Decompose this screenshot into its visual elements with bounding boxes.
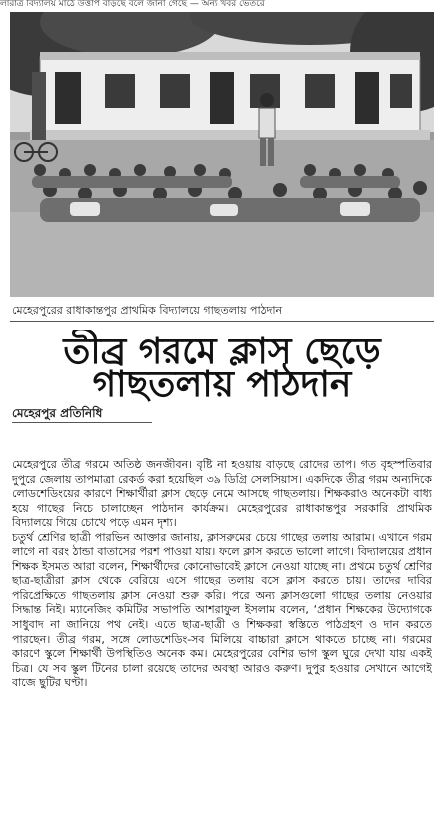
- schoolyard-photo-image: [10, 12, 434, 297]
- article-paragraph: মেহেরপুরে তীব্র গরমে অতিষ্ঠ জনজীবন। বৃষ্টি না হওয়ায় বাড়ছে রোদের তাপ। গত বৃহস্পতিবার দুপুরে জেলায় তাপমাত্রা রেকর্ড করা হয়েছিল ৩৯ ডিগ্রি সেলসিয়াস। একদিকে তীব্র গরম অন্যদিকে লোডশেডিংয়ের কারণে শিক্ষার্থীরা ক্লাস ছেড়ে নেমে আসছে গাছতলায়। শিক্ষকরাও অনেকটা বাধ্য হয়ে গাছের নিচে চালাচ্ছেন পাঠদান কার্যক্রম। মেহেরপুরের রাধাকান্তপুর সরকারি প্রাথমিক বিদ্যালয়ে গিয়ে চোখে পড়ে এমন দৃশ্য।: [12, 458, 432, 530]
- headline-line-1: তীব্র গরমে ক্লাস ছেড়ে: [63, 330, 381, 372]
- caption-divider: [10, 321, 434, 322]
- byline-underline: [12, 422, 152, 423]
- article-body: [12, 458, 432, 808]
- previous-article-strip: লারাত্র বিদ্যালয় মাঠে উত্তাপ বাড়ছে বলে জানা গেছে — অন্য খবর ভেতরে: [0, 0, 265, 9]
- article-paragraph: চতুর্থ শ্রেণির ছাত্রী পারভিন আক্তার জানায়, ক্লাসরুমের চেয়ে গাছের তলায় আরাম। এখানে গরম লাগে না বরং ঠান্ডা বাতাসের পরশ পাওয়া যায়। ফলে ক্লাস করতে ভালো লাগে। বিদ্যালয়ের প্রধান শিক্ষক ইসমত আরা বলেন, শিক্ষার্থীদের কোনোভাবেই ক্লাসে নেওয়া যাচ্ছে না। প্রথমে চতুর্থ শ্রেণির ছাত্র-ছাত্রীরা ক্লাস থেকে বেরিয়ে এসে গাছের তলায় বসে ক্লাস করতে চায়। তাদের দাবির পরিপ্রেক্ষিতে গাছতলায় ক্লাস নেওয়া শুরু করি। পরে অন্য ক্লাসগুলো গাছের তলায় নেওয়ার সিদ্ধান্ত নিই। ম্যানেজিং কমিটির সভাপতি আশরাফুল ইসলাম বলেন, ‘প্রধান শিক্ষকের উদ্যোগকে সাধুবাদ না জানিয়ে পথ নেই। এতে ছাত্র-ছাত্রী ও শিক্ষকরা স্বস্তিতে পাঠগ্রহণ ও দান করতে পারছেন। তীব্র গরম, সঙ্গে লোডশেডিং-সব মিলিয়ে বাচ্চারা ক্লাসে থাকতে চাচ্ছে না। গরমের কারণে স্কুলে শিক্ষার্থী উপস্থিতিও অনেক কম। মেহেরপুরের বেশির ভাগ স্কুল ঘুরে দেখা যায় একই চিত্র। যে সব স্কুল টিনের চালা রয়েছে তাদের অবস্থা আরও করুণ। দুপুর হওয়ার সেখানে আগেই বাজে ছুটির ঘণ্টা।: [12, 530, 432, 690]
- photo-caption: মেহেরপুরের রাধাকান্তপুর প্রাথমিক বিদ্যালয়ে গাছতলায় পাঠদান: [12, 304, 283, 317]
- headline-line-2: গাছতলায় পাঠদান: [92, 363, 352, 405]
- news-photo: [10, 12, 434, 297]
- byline: মেহেরপুর প্রতিনিধি: [12, 406, 103, 420]
